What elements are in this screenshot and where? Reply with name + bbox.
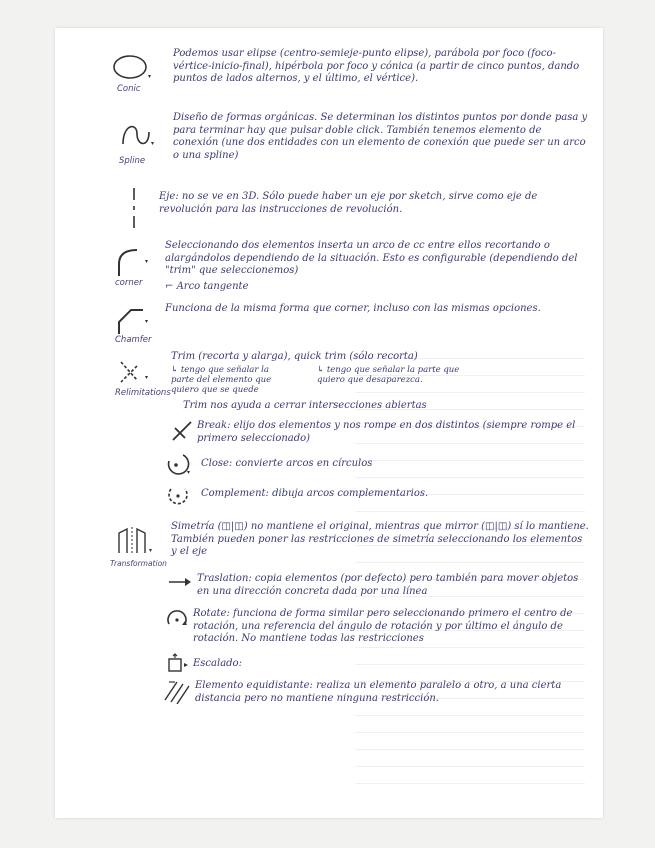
conic-text: Podemos usar elipse (centro-semieje-punto elipse), parábola por foco (foco-vértice-inicio-final), hipérbola por foco y cónica (a partir de cinco puntos, dando puntos de lados alternos, y el último, el vértice). [173,48,580,84]
conic-ellipse-icon [112,53,154,83]
translate-arrow-icon [167,576,193,588]
translation-text: Traslation: copia elementos (por defecto) pero también para mover objetos en una dirección concreta dada por una línea [197,573,579,597]
complement-icon [165,483,191,507]
notes-page [55,28,603,818]
axis-text: Eje: no se ve en 3D. Sólo puede haber un eje por sketch, sirve como eje de revolución para las instrucciones de revolución. [159,191,538,215]
axis-line-icon [129,186,139,230]
close-arc-icon [163,451,197,479]
trim-text: Trim (recorta y alarga), quick trim (sólo recorta) [171,351,418,362]
trim-note-1: ↳ tengo que señalar la parte del elemento que quiero que se quede [171,365,272,395]
offset-text: Elemento equidistante: realiza un elemento paralelo a otro, a una cierta distancia pero no mantiene ninguna restricción. [195,680,562,704]
conic-label: Conic [117,84,141,94]
spline-label: Spline [119,156,146,166]
symmetry-text: Simetría (◫|◫) no mantiene el original, mientras que mirror (◫|◫) sí lo mantiene. También pueden poner las restricciones de simetría seleccionando los elementos y el eje [171,521,589,557]
relimitations-label: Relimitations [115,388,171,398]
corner-text: Seleccionando dos elementos inserta un arco de cc entre ellos recortando o alargándolos dependiendo de la situación. Esto es configurable (dependiendo del "trim" que seleccionemos) [165,240,578,276]
trim-note-2: ↳ tengo que señalar la parte que quiero que desaparezca. [317,365,460,385]
offset-icon [163,678,191,704]
corner-label: corner [115,278,143,288]
tangent-arc-note: ⌐ Arco tangente [165,281,249,292]
complement-text: Complement: dibuja arcos complementarios. [201,488,429,499]
spline-curve-icon [119,118,159,152]
tangent-arc-label: Arco tangente [176,281,249,292]
trim-text-2: Trim nos ayuda a cerrar intersecciones abiertas [183,400,427,411]
chamfer-text: Funciona de la misma forma que corner, incluso con las mismas opciones. [165,303,541,314]
rotate-text: Rotate: funciona de forma similar pero seleccionando primero el centro de rotación, una referencia del ángulo de rotación y por último el ángulo de rotación. No mantiene todas las restricciones [193,608,573,644]
symmetry-icon [115,525,155,557]
spline-text: Diseño de formas orgánicas. Se determinan los distintos puntos por donde pasa y para terminar hay que pulsar doble click. También tenemos elemento de conexión (une dos entidades con un elemento de conexión que puede ser un arco o una spline) [173,112,588,161]
transformation-label: Transformation [110,559,167,568]
close-text: Close: convierte arcos en círculos [201,458,373,469]
chamfer-label: Chamfer [115,335,152,345]
chamfer-icon [115,306,155,336]
scale-icon [165,653,191,675]
break-icon [171,420,193,442]
trim-scissors-icon [117,358,157,386]
corner-icon [115,246,155,278]
scale-text: Escalado: [193,658,242,669]
break-text: Break: elijo dos elementos y nos rompe en dos distintos (siempre rompe el primero seleccionado) [197,420,576,444]
rotate-icon [165,608,189,632]
